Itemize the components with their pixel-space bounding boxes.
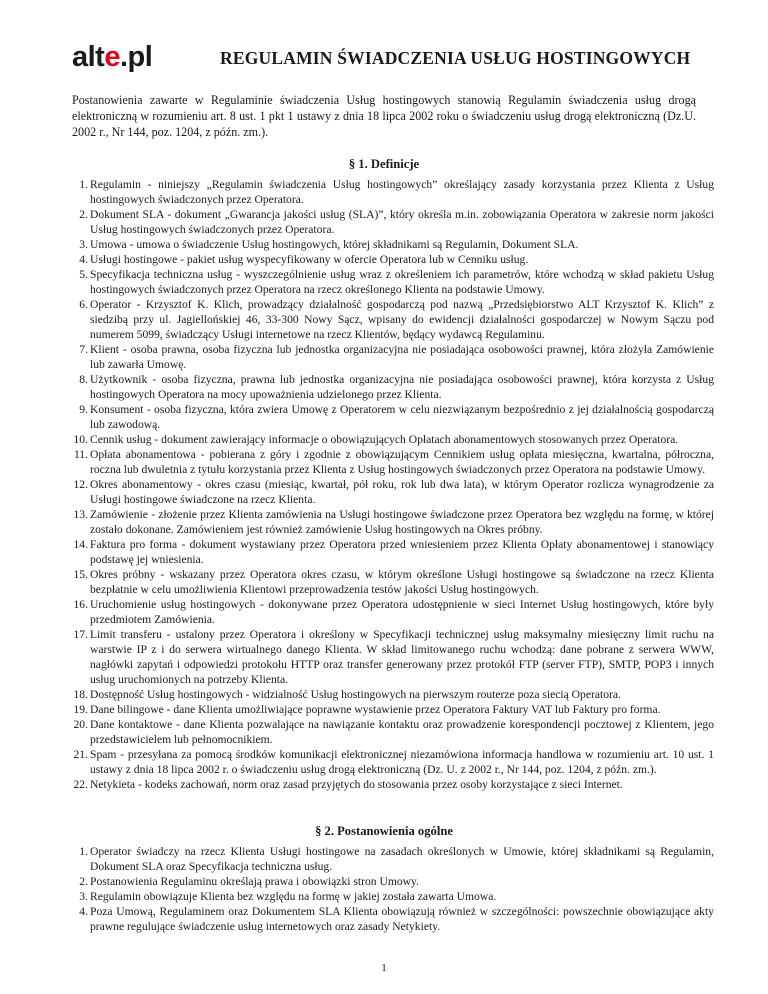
list-item: 20. Dane kontaktowe - dane Klienta pozwalające na nawiązanie kontaktu oraz prowadzenie korespondencji pocztowej z Klientem, jego przedstawicielem lub pełnomocnikiem. <box>73 718 714 746</box>
list-item: 18. Dostępność Usług hostingowych - widzialność Usług hostingowych na pierwszym routerze poza siecią Operatora. <box>73 688 621 701</box>
list-item: 10. Cennik usług - dokument zawierający informacje o obowiązujących Opłatach abonamentowych stosowanych przez Operatora. <box>73 433 679 446</box>
page-number: 1 <box>381 962 387 974</box>
list-item: 15. Okres próbny - wskazany przez Operatora okres czasu, w którym określone Usługi hostingowe są świadczone na rzecz Klienta bezpłatnie w celu umożliwienia Klientowi przeprowadzenia testów jakości Usług hostingowych. <box>73 568 714 596</box>
list-item: 1. Regulamin - niniejszy „Regulamin świadczenia Usług hostingowych” określający zasady korzystania przez Klienta z Usług hostingowych świadczonych przez Operatora. <box>79 178 714 206</box>
list-item: 22. Netykieta - kodeks zachowań, norm oraz zasad przyjętych do stosowania przez osoby korzystające z sieci Internet. <box>73 778 623 791</box>
list-item: 17. Limit transferu - ustalony przez Operatora i określony w Specyfikacji technicznej usług maksymalny miesięczny limit ruchu na warstwie IP z i do serwera wirtualnego danego Klienta. W skład limitowanego ruchu wchodzą: dane pobrane z serwera WWW, nagłówki zapytań i odpowiedzi protokołu HTTP oraz transfer generowany przez protokół FTP (server FTP), SMTP, POP3 i innych usług uruchomionych na potrzeby Klienta. <box>73 628 714 686</box>
list-item: 13. Zamówienie - złożenie przez Klienta zamówienia na Usługi hostingowe świadczone przez Operatora bez względu na formę, w której zostało dokonane. Zamówieniem jest również zamówienie Usług hostingowych na Okres próbny. <box>73 508 714 536</box>
section-1-heading: § 1. Definicje <box>348 157 420 171</box>
list-item: 6. Operator - Krzysztof K. Klich, prowadzący działalność gospodarczą pod nazwą „Przedsiębiorstwo ALT Krzysztof K. Klich” z siedzibą przy ul. Jagiellońskiej 46, 33-300 Nowy Sącz, wpisany do ewidencji działalności gospodarczej w Nowym Sączu pod numerem 5099, świadczący Usługi internetowe na rzecz Klientów, będący wydawcą Regulaminu. <box>79 298 714 341</box>
list-item: 11. Opłata abonamentowa - pobierana z góry i zgodnie z obowiązującym Cennikiem usług opłata miesięczna, kwartalna, półroczna, roczna lub dwuletnia z tytułu korzystania przez Klienta z Usług hostingowych świadczonych przez Operatora na podstawie Umowy. <box>73 448 714 476</box>
list-item: 1. Operator świadczy na rzecz Klienta Usługi hostingowe na zasadach określonych w Umowie, której składnikami są Regulamin, Dokument SLA oraz Specyfikacja techniczna usług. <box>79 845 714 873</box>
list-item: 2. Dokument SLA - dokument „Gwarancja jakości usług (SLA)”, który określa m.in. zobowiązania Operatora w zakresie norm jakości Usług hostingowych świadczonych przez Operatora. <box>79 208 714 236</box>
list-item: 4. Usługi hostingowe - pakiet usług wyspecyfikowany w ofercie Operatora lub w Cenniku usług. <box>79 253 529 266</box>
list-item: 21. Spam - przesyłana za pomocą środków komunikacji elektronicznej niezamówiona informacja handlowa w rozumieniu art. 10 ust. 1 ustawy z dnia 18 lipca 2002 r. o świadczeniu usług drogą elektroniczną (Dz. U. z 2002 r., Nr 144, poz. 1204, z późn. zm.). <box>73 748 714 776</box>
list-item: 8. Użytkownik - osoba fizyczna, prawna lub jednostka organizacyjna nie posiadająca osobowości prawnej, która korzysta z Usług hostingowych Operatora na mocy upoważnienia udzielonego przez Klienta. <box>79 373 714 401</box>
page-header <box>72 40 712 74</box>
list-item: 2. Postanowienia Regulaminu określają prawa i obowiązki stron Umowy. <box>79 875 419 888</box>
section-2-list <box>72 844 714 934</box>
section-1-list <box>72 177 714 792</box>
list-item: 5. Specyfikacja techniczna usług - wyszczególnienie usług wraz z określeniem ich parametrów, które wchodzą w skład pakietu Usług hostingowych świadczonych przez Operatora na rzecz określonego Klienta na podstawie Umowy. <box>79 268 714 296</box>
list-item: 12. Okres abonamentowy - okres czasu (miesiąc, kwartał, pół roku, rok lub dwa lata), w którym Operator rozlicza wynagrodzenie za Usługi hostingowe świadczone na rzecz Klienta. <box>73 478 714 506</box>
list-item: 14. Faktura pro forma - dokument wystawiany przez Operatora przed wniesieniem przez Klienta Opłaty abonamentowej i stanowiący podstawę jej wniesienia. <box>73 538 714 566</box>
list-item: 3. Umowa - umowa o świadczenie Usług hostingowych, której składnikami są Regulamin, Dokument SLA. <box>79 238 579 251</box>
list-item: 19. Dane bilingowe - dane Klienta umożliwiające poprawne wystawienie przez Operatora Faktury VAT lub Faktury pro forma. <box>73 703 661 716</box>
intro-paragraph: Postanowienia zawarte w Regulaminie świadczenia Usług hostingowych stanowią Regulamin świadczenia usług drogą elektroniczną w rozumieniu art. 8 ust. 1 pkt 1 ustawy z dnia 18 lipca 2002 roku o świadczeniu usług drogą elektroniczną (Dz.U. 2002 r., Nr 144, poz. 1204, z późn. zm.). <box>72 93 696 139</box>
list-item: 7. Klient - osoba prawna, osoba fizyczna lub jednostka organizacyjna nie posiadająca osobowości prawnej, która złożyła Zamówienie lub zawarła Umowę. <box>79 343 714 371</box>
list-item: 9. Konsument - osoba fizyczna, która zwiera Umowę z Operatorem w celu niezwiązanym bezpośrednio z jej działalnością gospodarczą lub zawodową. <box>79 403 714 431</box>
list-item: 4. Poza Umową, Regulaminem oraz Dokumentem SLA Klienta obowiązują również w szczególności: powszechnie obowiązujące akty prawne regulujące świadczenie usług internetowych oraz zasady Netykiety. <box>79 905 714 933</box>
document-title: REGULAMIN ŚWIADCZENIA USŁUG HOSTINGOWYCH <box>220 48 691 68</box>
alte-logo: alte.pl <box>72 41 153 73</box>
list-item: 16. Uruchomienie usług hostingowych - dokonywane przez Operatora udostępnienie w sieci Internet Usług hostingowych, które były przedmiotem Zamówienia. <box>73 598 714 626</box>
list-item: 3. Regulamin obowiązuje Klienta bez względu na formę w jakiej została zawarta Umowa. <box>79 890 497 903</box>
section-2-heading: § 2. Postanowienia ogólne <box>315 824 453 838</box>
